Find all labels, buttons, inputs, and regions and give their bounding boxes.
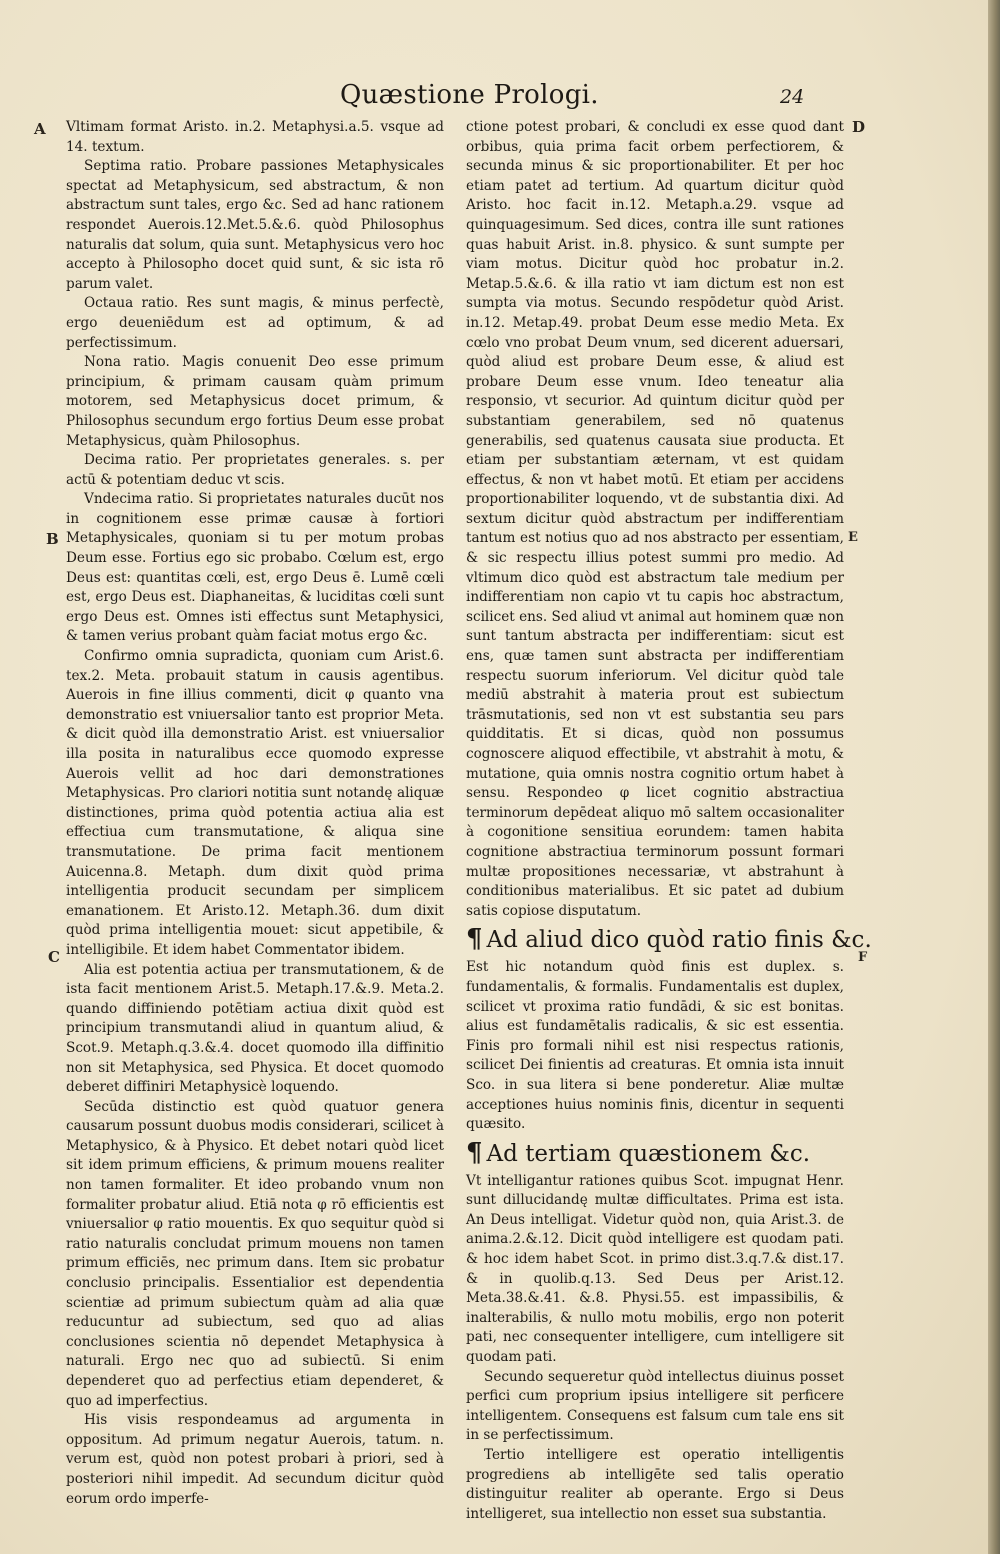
paragraph: Alia est potentia actiua per transmutationem, & de ista facit mentionem Arist.5. Metaph.17.&.9. Meta.2. quando diffiniendo potētiam actiua dixit quòd est principium transmutandi aliud in quantum aliud, & Scot.9. Metaph.q.3.&.4. docet quomodo illa diffinitio non sit Metaphysica, sed Physica. Et docet quomodo deberet diffiniri Metaphysicè loquendo. <box>66 961 444 1096</box>
margin-letter-c: C <box>48 948 60 966</box>
running-title: Quæstione Prologi. <box>340 80 599 110</box>
paragraph: Octaua ratio. Res sunt magis, & minus perfectè, ergo deueniēdum est ad optimum, & ad perfectissimum. <box>66 295 444 351</box>
paragraph: Vt intelligantur rationes quibus Scot. impugnat Henr. sunt dillucidandę multæ difficultates. Prima est ista. An Deus intelligat. Videtur quòd non, quia Arist.3. de anima.2.&.12. Dicit quòd intelligere est quodam pati. & hoc idem habet Scot. in primo dist.3.q.7.& dist.17. & in quolib.q.13. Sed Deus per Arist.12. Meta.38.&.41. &.8. Physi.55. est impassibilis, & inalterabilis, & nullo motu mobilis, ergo non poterit pati, nec consequenter intelligere, cum intelligere sit quodam pati. <box>466 1172 844 1366</box>
section-heading <box>466 924 872 955</box>
paragraph: Confirmo omnia supradicta, quoniam cum Arist.6. tex.2. Meta. probauit statum in causis agentibus. Auerois in fine illius commenti, dicit φ quanto vna demonstratio est vniuersalior tanto est proprior Meta. & dicit quòd illa demonstratio Arist. est vniuersalior illa posita in naturalibus ecce quomodo expresse Auerois vellit ad hoc dari demonstrationes Metaphysicas. Pro clariori notitia sunt notandę aliquæ distinctiones, prima quòd potentia actiua alia est effectiua cum transmutatione, & aliqua sine transmutatione. De prima facit mentionem Auicenna.8. Metaph. dum dixit quòd prima intelligentia producit secundam per simplicem emanationem. Et Aristo.12. Metaph.36. dum dixit quòd prima intelligentia mouet: sicut appetibile, & intelligibile. Et idem habet Commentator ibidem. <box>66 648 444 958</box>
margin-letter-a: A <box>34 120 46 138</box>
right-text-column <box>466 118 872 1524</box>
paragraph: Secūda distinctio est quòd quatuor genera causarum possunt duobus modis considerari, scilicet à Metaphysico, & à Physico. Et debet notari quòd licet sit idem primum efficiens, & primum mouens realiter non tamen formaliter. Et ideo probando vnum non formaliter probatur aliud. Etiā nota φ rō efficientis est vniuersalior φ ratio mouentis. Ex quo sequitur quòd si ratio naturalis concludat primum mouens non tamen primum efficiēs, nec primum dans. Item sic probatur conclusio principalis. Essentialior est dependentia scientiæ ad primum subiectum quàm ad alia quæ reducuntur ad subiectum, sed quo ad alias conclusiones scientia nō dependet Metaphysica à naturali. Ergo nec quo ad subiectū. Si enim dependeret quo ad perfectius etiam dependeret, & quo ad imperfectius. <box>66 1098 444 1409</box>
paragraph: Est hic notandum quòd finis est duplex. s. fundamentalis, & formalis. Fundamentalis est duplex, scilicet vt proxima ratio fundādi, & sic est bonitas. alius est fundamētalis radicalis, & sic est essentia. Finis pro formali nihil est nisi respectus rationis, scilicet Dei finientis ad creaturas. Et omnia ista innuit Sco. in sua litera si bene ponderetur. Aliæ multæ acceptiones huius nominis finis, dicentur in sequenti quæsito. <box>466 959 844 1133</box>
paragraph: Secundo sequeretur quòd intellectus diuinus posset perfici cum proprium ipsius intelligere sit perficere intelligentem. Consequens est falsum cum tale ens sit in se perfectissimum. <box>466 1368 844 1444</box>
margin-letter-b: B <box>46 530 59 548</box>
paragraph: His visis respondeamus ad argumenta in oppositum. Ad primum negatur Auerois, tatum. n. verum est, quòd non potest probari à priori, sed à posteriori nihil impedit. Ad secundum dicitur quòd eorum ordo imperfe- <box>66 1412 444 1507</box>
margin-letter-e: E <box>848 530 858 545</box>
section-heading-text: Ad tertiam quæstionem &c. <box>486 1140 811 1167</box>
margin-letter-d: D <box>852 118 866 136</box>
paragraph: Nona ratio. Magis conuenit Deo esse primum principium, & primam causam quàm primum motorem, sed Metaphysicus docet primum, & Philosophus secundum ergo fortius Deum esse probat Metaphysicus, quàm Philosophus. <box>66 354 444 449</box>
section-heading-text: Ad aliud dico quòd ratio finis &c. <box>486 927 872 954</box>
page-edge <box>988 0 1000 1554</box>
left-text-column <box>66 118 444 1509</box>
pilcrow-icon: ¶ <box>466 1137 483 1168</box>
margin-letter-f: F <box>858 950 868 965</box>
paragraph: Septima ratio. Probare passiones Metaphysicales spectat ad Metaphysicum, sed abstractum, & non abstractum sunt tales, ergo &c. Sed ad hanc rationem respondet Auerois.12.Met.5.&.6. quòd Philosophus naturalis dat solum, quia sunt. Metaphysicus vero hoc accepto à Philosopho docet quid sunt, & sic ista rō parum valet. <box>66 158 444 292</box>
paragraph: Vltimam format Aristo. in.2. Metaphysi.a.5. vsque ad 14. textum. <box>66 119 444 155</box>
section-heading <box>466 1139 844 1168</box>
paragraph: Decima ratio. Per proprietates generales. s. per actū & potentiam deduc vt scis. <box>66 452 444 488</box>
paragraph: ctione potest probari, & concludi ex esse quod dant orbibus, quia prima facit orbem perfectiorem, & secunda minus & sic proportionabiliter. Et per hoc etiam patet ad tertium. Ad quartum dicitur quòd Aristo. hoc facit in.12. Metaph.a.29. vsque ad quinquagesimum. Sed dices, contra ille sunt rationes quas habuit Arist. in.8. physico. & sunt sumpte per viam motus. Dicitur quòd hoc probatur in.2. Metap.5.&.6. & illa ratio vt iam dictum est non est sumpta via motus. Secundo respōdetur quòd Arist. in.12. Metap.49. probat Deum esse medio Meta. Ex cœlo vno probat Deum vnum, sed dicerent aduersari, quòd aliud est probare Deum esse, & aliud est probare Deum esse vnum. Ideo teneatur alia responsio, vt securior. Ad quintum dicitur quòd per substantiam generabilem, sed nō quatenus generabilis, sed quatenus causata siue producta. Et etiam per substantiam æternam, vt est quidam effectus, & non vt habet motū. Et etiam per accidens proportionabiliter loquendo, vt de substantia dixi. Ad sextum dicitur quòd abstractum per indifferentiam tantum est notius quo ad nos abstracto per essentiam, & sic respectu illius potest summi pro medio. Ad vltimum dico quòd est abstractum tale medium per indifferentiam non capio vt tu capis hoc abstractum, scilicet ens. Sed aliud vt animal aut hominem quæ non sunt tantum abstracta per indifferentiam: sicut est ens, quæ tamen sunt abstracta per indifferentiam respectu suorum inferiorum. Vel dicitur quòd tale mediū abstrahit à materia prout est subiectum trāsmutationis, sed non vt est substantia seu pars quidditatis. Et si dicas, quòd non possumus cognoscere aliquod effectibile, vt abstrahit à motu, & mutatione, quia omnis nostra cognitio ortum habet à sensu. Respondeo φ licet cognitio abstractiua terminorum depēdeat aliquo mō saltem occasionaliter à cogonitione sensitiua eorundem: tamen habita cognitione abstractiua terminorum possunt formari multæ propositiones necessariæ, vt abstrahunt à conditionibus materialibus. Et sic patet ad dubium satis copiose disputatum. <box>466 119 844 919</box>
pilcrow-icon: ¶ <box>466 924 483 955</box>
page-number: 24 <box>780 86 805 108</box>
paragraph: Tertio intelligere est operatio intelligentis progrediens ab intelligēte sed talis operatio distinguitur realiter ab operante. Ergo si Deus intelligeret, sua intellectio non esset sua substantia. <box>466 1447 844 1522</box>
paragraph: Vndecima ratio. Si proprietates naturales ducūt nos in cognitionem esse primæ causæ à fortiori Metaphysicales, quoniam si tu per motum probas Deum esse. Fortius ego sic probabo. Cœlum est, ergo Deus est: quantitas cœli, est, ergo Deus ē. Lumē cœli est, ergo Deus est. Diaphaneitas, & luciditas cœli sunt ergo Deus est. Omnes isti effectus sunt Metaphysici, & tamen verius probant quàm faciat motus ergo &c. <box>66 491 444 645</box>
